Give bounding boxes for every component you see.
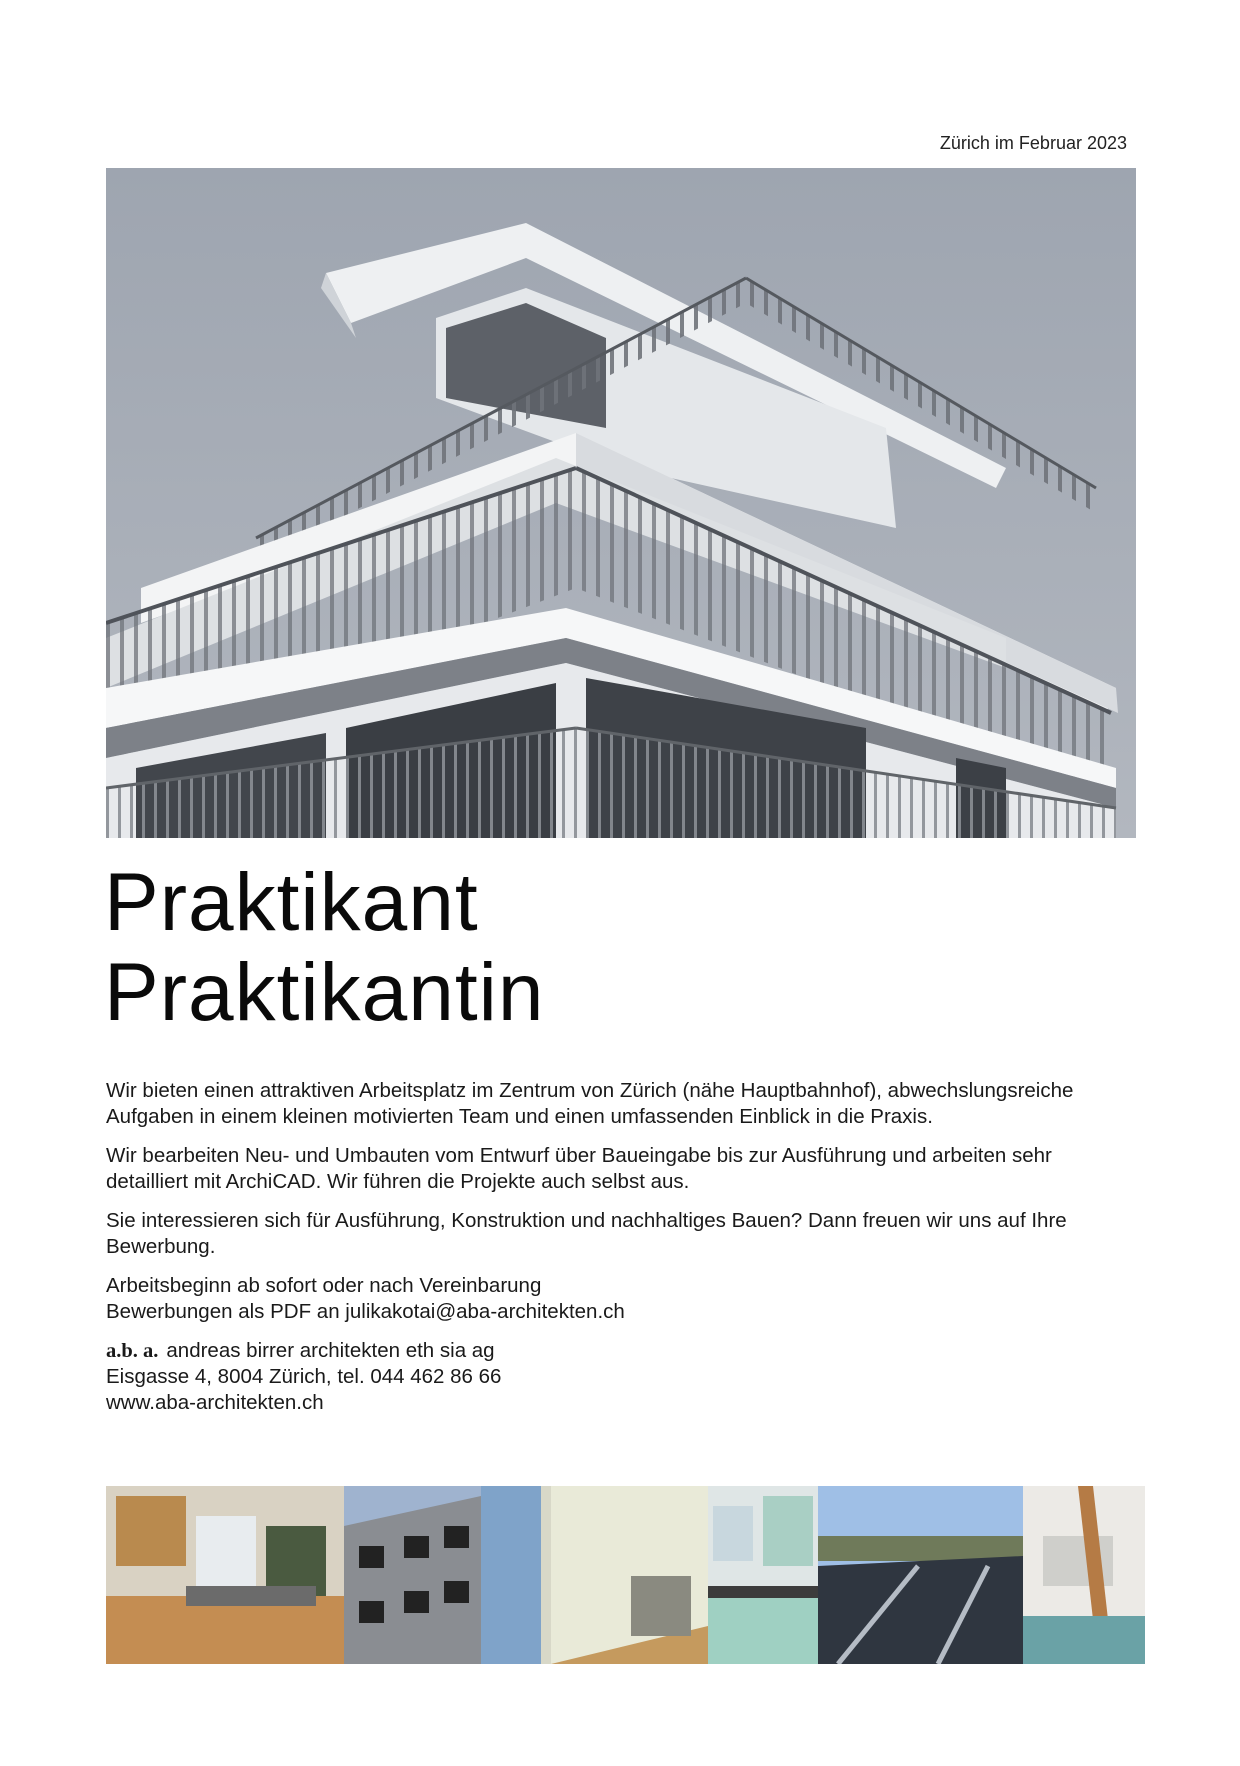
company-address: Eisgasse 4, 8004 Zürich, tel. 044 462 86 66 (106, 1365, 502, 1388)
start-date: Arbeitsbeginn ab sofort oder nach Vereinbarung (106, 1274, 542, 1297)
photo-solar-roof (818, 1486, 1023, 1664)
building-photo (106, 168, 1136, 838)
company-website[interactable]: www.aba-architekten.ch (106, 1391, 324, 1414)
project-photo-strip (106, 1486, 1145, 1664)
photo-timber-interior (1023, 1486, 1145, 1664)
title-line-1: Praktikant (104, 857, 479, 948)
date-line: Zürich im Februar 2023 (939, 133, 1127, 153)
photo-kitchen-wood (106, 1486, 344, 1664)
company-info (106, 1338, 1136, 1416)
paragraph-offer: Wir bieten einen attraktiven Arbeitsplatz im Zentrum von Zürich (nähe Hauptbahnhof), abwechslungsreiche Aufgaben in einem kleinen motivierten Team und einen umfassenden Einblick in die Praxis. (106, 1079, 1074, 1128)
application-email[interactable]: Bewerbungen als PDF an julikakotai@aba-architekten.ch (106, 1300, 625, 1323)
company-logo-text: a.b. a. (106, 1340, 159, 1362)
job-title (104, 858, 544, 1038)
photo-dark-facade (344, 1486, 481, 1664)
title-line-2: Praktikantin (104, 947, 545, 1038)
photo-mint-kitchen (708, 1486, 818, 1664)
hero-image (106, 168, 1136, 838)
job-description (106, 1078, 1136, 1429)
company-name-line (106, 1338, 1136, 1364)
paragraph-invite: Sie interessieren sich für Ausführung, Konstruktion und nachhaltiges Bauen? Dann freuen wir uns auf Ihre Bewerbung. (106, 1209, 1067, 1258)
company-name: andreas birrer architekten eth sia ag (166, 1339, 495, 1362)
application-info (106, 1273, 1136, 1325)
photo-bright-interior (481, 1486, 708, 1664)
paragraph-work: Wir bearbeiten Neu- und Umbauten vom Entwurf über Baueingabe bis zur Ausführung und arbeiten sehr detailliert mit ArchiCAD. Wir führen die Projekte auch selbst aus. (106, 1144, 1052, 1193)
